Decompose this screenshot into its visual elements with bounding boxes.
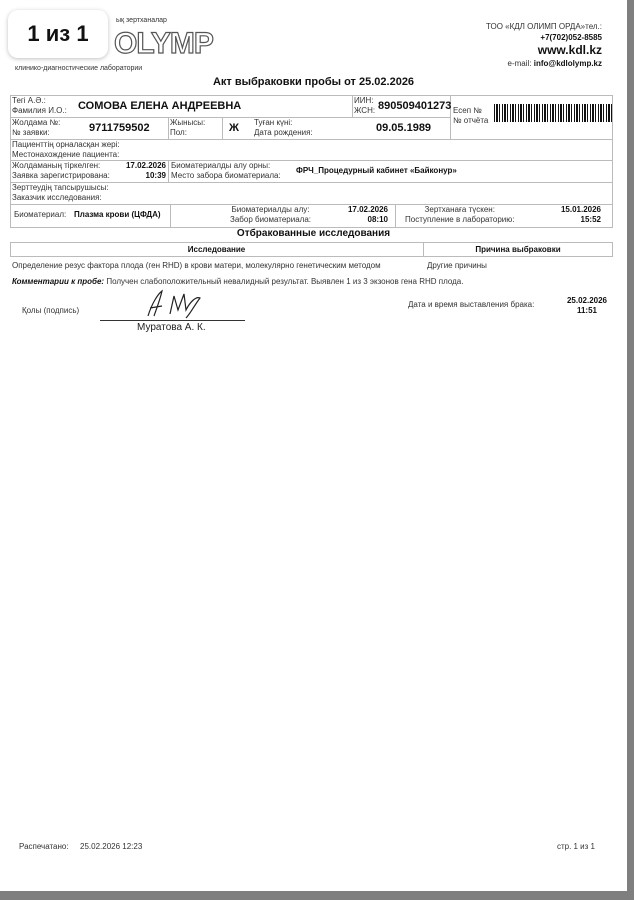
birth-label: Туған күні: Дата рождения: xyxy=(254,118,313,137)
birth-date: 09.05.1989 xyxy=(376,122,432,134)
registration-datetime: 17.02.2026 10:39 xyxy=(125,161,166,180)
logo: OLYMP xyxy=(114,27,213,60)
barcode xyxy=(494,104,612,122)
email-link[interactable]: info@kdlolymp.kz xyxy=(533,59,602,68)
logo-top-text: ық зертханалар xyxy=(116,17,167,24)
collection-datetime: 17.02.2026 08:10 xyxy=(347,205,388,224)
company-name: ТОО «КДЛ ОЛИМП ОРДА»тел.: xyxy=(485,22,602,31)
email-label: e-mail: xyxy=(507,59,532,68)
comment-text: Получен слабоположительный невалидный результат. Выявлен 1 из 3 экзонов гена RHD плода. xyxy=(106,277,464,286)
column-study: Исследование xyxy=(187,245,246,254)
signature-label: Қолы (подпись) xyxy=(22,306,80,315)
biomaterial-label: Биоматериал: xyxy=(14,210,67,219)
lab-arrival-label: Зертханаға түскен: Поступление в лабораторию: xyxy=(405,205,515,224)
rejection-date-label: Дата и время выставления брака: xyxy=(408,300,535,309)
location-label: Пациенттің орналасқан жері: Местонахождение пациента: xyxy=(12,140,120,159)
sex-label: Жынысы: Пол: xyxy=(170,118,206,137)
column-reason: Причина выбраковки xyxy=(475,245,561,254)
registration-label: Жолдаманың тіркелген: Заявка зарегистрирована: xyxy=(12,161,110,180)
signature-image xyxy=(140,288,210,320)
rejected-study: Определение резус фактора плода (ген RHD) в крови матери, молекулярно генетическим методом xyxy=(12,261,381,270)
rejection-datetime: 25.02.2026 11:51 xyxy=(566,296,607,315)
order-number: 9711759502 xyxy=(89,122,150,134)
rejected-reason: Другие причины xyxy=(427,261,487,270)
rejected-heading: Отбракованные исследования xyxy=(236,228,391,239)
iin-value: 890509401273 xyxy=(378,100,452,112)
printed-label: Распечатано: xyxy=(19,842,69,851)
sex-value: Ж xyxy=(229,122,239,134)
logo-subtitle: клинико-диагностические лаборатории xyxy=(15,65,143,72)
biomaterial-value: Плазма крови (ЦФДА) xyxy=(74,210,161,219)
printed-datetime: 25.02.2026 12:23 xyxy=(80,842,143,851)
page-title: Акт выбраковки пробы от 25.02.2026 xyxy=(212,76,415,88)
phone: +7(702)052-8585 xyxy=(540,33,602,42)
signer-name: Муратова А. К. xyxy=(137,322,206,333)
comment-label: Комментарии к пробе: xyxy=(12,277,105,286)
collection-place: ФРЧ_Процедурный кабинет «Байконур» xyxy=(296,166,457,175)
customer-label: Зерттеудің тапсырушысы: Заказчик исследования: xyxy=(12,183,109,202)
page-number: стр. 1 из 1 xyxy=(556,842,595,851)
iin-label: ИИН: ЖСН: xyxy=(354,96,376,115)
name-label: Тегі А.Ә.: Фамилия И.О.: xyxy=(12,96,67,115)
order-label: Жолдама №: № заявки: xyxy=(12,118,61,137)
lab-arrival-datetime: 15.01.2026 15:52 xyxy=(560,205,601,224)
collection-label: Биоматериалды алу: Забор биоматериала: xyxy=(230,205,311,224)
report-label: Есеп № № отчёта xyxy=(453,106,489,125)
collection-place-label: Биоматериалды алу орны: Место забора биоматериала: xyxy=(171,161,281,180)
page-counter-badge: 1 из 1 xyxy=(8,10,108,58)
website-link[interactable]: www.kdl.kz xyxy=(537,43,602,57)
patient-name: СОМОВА ЕЛЕНА АНДРЕЕВНА xyxy=(78,100,242,112)
